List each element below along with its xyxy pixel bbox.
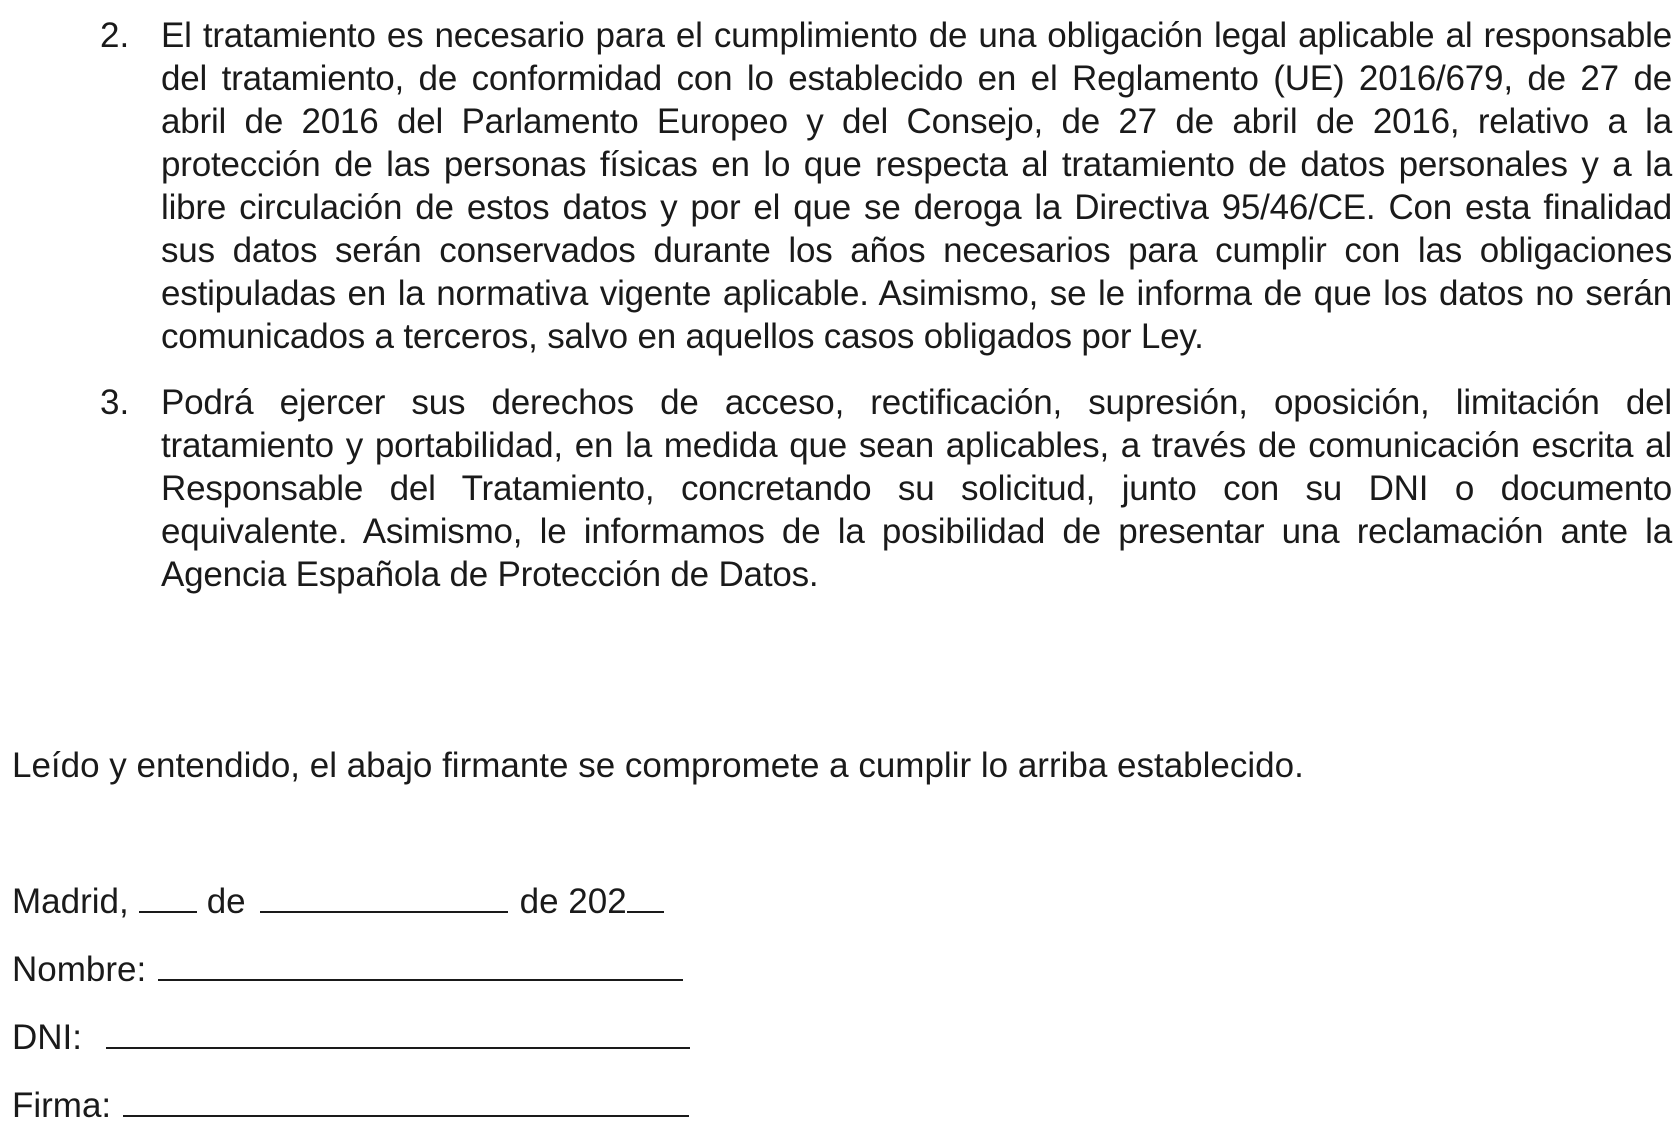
date-line: [12, 880, 664, 923]
clause-3: [100, 381, 1672, 596]
nombre-blank[interactable]: [158, 949, 683, 981]
day-blank[interactable]: [139, 881, 197, 913]
date-de-label-2: de 202: [519, 882, 627, 921]
firma-blank[interactable]: [123, 1085, 689, 1117]
numbered-clauses: [100, 14, 1672, 619]
nombre-label: Nombre:: [12, 950, 147, 989]
clause-text: El tratamiento es necesario para el cumplimiento de una obligación legal aplicable al responsable del tratamiento, de conformidad con lo establecido en el Reglamento (UE) 2016/679, de 27 de abril de 2016 del Parlamento Europeo y del Consejo, de 27 de abril de 2016, relativo a la protección de las personas físicas en lo que respecta al tratamiento de datos personales y a la libre circulación de estos datos y por el que se deroga la Directiva 95/46/CE. Con esta finalidad sus datos serán conservados durante los años necesarios para cumplir con las obligaciones estipuladas en la normativa vigente aplicable. Asimismo, se le informa de que los datos no serán comunicados a terceros, salvo en aquellos casos obligados por Ley.: [161, 16, 1672, 356]
month-blank[interactable]: [260, 881, 508, 913]
date-place-label: Madrid,: [12, 882, 129, 921]
date-de-label-1: de: [206, 882, 246, 921]
acknowledgement-statement: Leído y entendido, el abajo firmante se compromete a cumplir lo arriba establecido.: [12, 746, 1304, 785]
clause-number: 3.: [100, 383, 130, 422]
year-blank[interactable]: [627, 881, 664, 913]
nombre-field-row: [12, 948, 683, 991]
dni-blank[interactable]: [106, 1017, 690, 1049]
firma-label: Firma:: [12, 1086, 112, 1125]
dni-label: DNI:: [12, 1018, 82, 1057]
dni-field-row: [12, 1016, 690, 1059]
firma-field-row: [12, 1084, 689, 1127]
clause-2: [100, 14, 1672, 358]
clause-number: 2.: [100, 16, 130, 55]
clause-text: Podrá ejercer sus derechos de acceso, rectificación, supresión, oposición, limitación del tratamiento y portabilidad, en la medida que sean aplicables, a través de comunicación escrita al Responsable del Tratamiento, concretando su solicitud, junto con su DNI o documento equivalente. Asimismo, le informamos de la posibilidad de presentar una reclamación ante la Agencia Española de Protección de Datos.: [161, 383, 1672, 594]
